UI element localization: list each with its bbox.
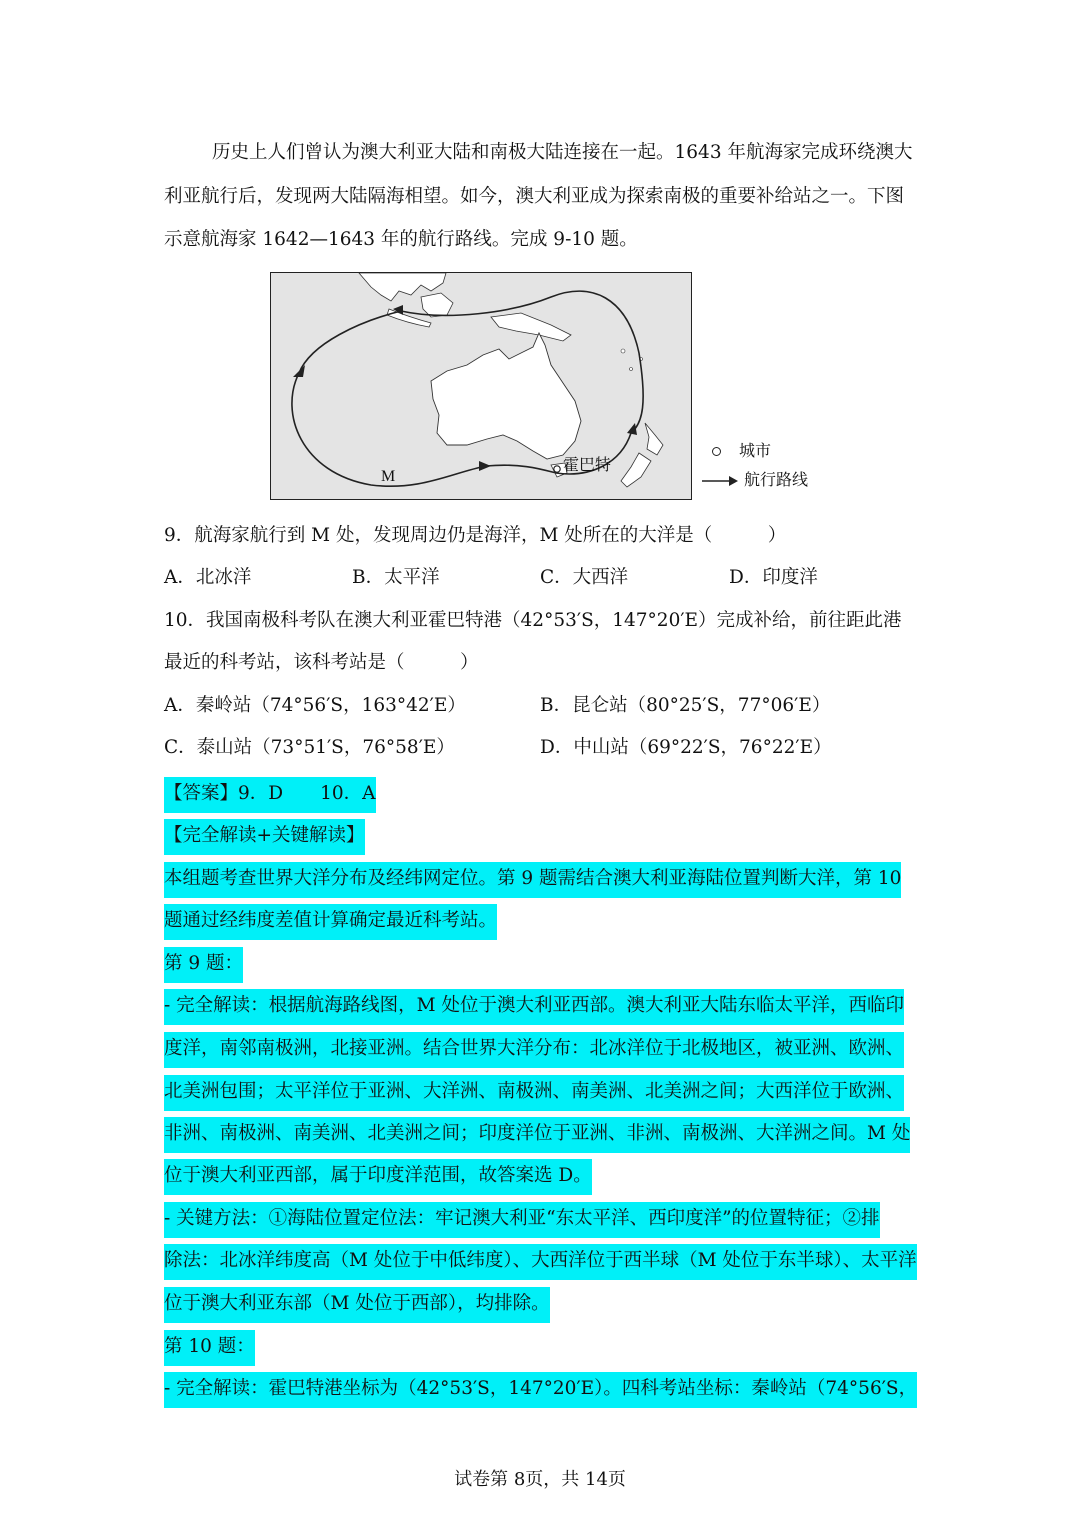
java-island <box>387 309 431 327</box>
q9-option-a: A．北冰洋 <box>164 567 252 588</box>
map-label-hobart: 霍巴特 <box>563 455 612 474</box>
voyage-route <box>299 311 401 373</box>
q10-option-a: A．秦岭站（74°56′S，163°42′E） <box>164 695 466 716</box>
q9-analysis-line: 非洲、南极洲、南美洲、北美洲之间；印度洋位于亚洲、非洲、南极洲、大洋洲之间。M 处 <box>164 1117 910 1153</box>
q9-analysis-line: 北美洲包围；太平洋位于亚洲、大洋洲、南极洲、南美洲、北美洲之间；大西洋位于欧洲、 <box>164 1075 904 1111</box>
new-zealand-south <box>621 453 651 487</box>
q10-option-c: C．泰山站（73°51′S，76°58′E） <box>164 737 455 758</box>
new-zealand-north <box>645 423 663 455</box>
q10-stem-1: 10．我国南极科考队在澳大利亚霍巴特港（42°53′S，147°20′E）完成补给，前往距此港 <box>164 610 902 631</box>
route-map <box>270 272 692 500</box>
q9-analysis-line: 位于澳大利亚东部（M 处位于西部），均排除。 <box>164 1287 550 1323</box>
map-label-m: M <box>381 468 396 485</box>
page-footer: 试卷第 8页，共 14页 <box>454 1469 626 1490</box>
route-legend-arrow <box>702 475 738 487</box>
legend-city-label: 城市 <box>739 441 772 460</box>
q9-analysis-line: 除法：北冰洋纬度高（M 处位于中低纬度）、大西洋位于西半球（M 处位于东半球）、太平洋 <box>164 1244 917 1280</box>
q9-option-c: C．大西洋 <box>540 567 629 588</box>
q9-analysis-line: 度洋，南邻南极洲，北接亚洲。结合世界大洋分布：北冰洋位于北极地区，被亚洲、欧洲、 <box>164 1032 904 1068</box>
australia-land <box>431 333 581 459</box>
q10-stem-2: 最近的科考站，该科考站是（ ） <box>164 652 479 673</box>
q10-analysis-line: - 完全解读：霍巴特港坐标为（42°53′S，147°20′E）。四科考站坐标：秦岭站（74°56′S， <box>164 1372 917 1408</box>
intro-line-2: 利亚航行后，发现两大陆隔海相望。如今，澳大利亚成为探索南极的重要补给站之一。下图 <box>164 186 905 207</box>
q10-option-b: B．昆仑站（80°25′S，77°06′E） <box>540 695 831 716</box>
q9-analysis-line: - 关键方法：①海陆位置定位法：牢记澳大利亚“东太平洋、西印度洋”的位置特征；②排 <box>164 1202 880 1238</box>
intro-line-1: 历史上人们曾认为澳大利亚大陆和南极大陆连接在一起。1643 年航海家完成环绕澳大 <box>212 142 913 163</box>
analysis-summary-1: 本组题考查世界大洋分布及经纬网定位。第 9 题需结合澳大利亚海陆位置判断大洋，第 10 <box>164 862 901 898</box>
answer-line: 【答案】9．D 10．A <box>164 777 376 813</box>
route-arrowhead <box>479 461 491 471</box>
analysis-heading: 【完全解读+关键解读】 <box>164 819 365 855</box>
pacific-island <box>621 349 625 353</box>
q9-option-b: B．太平洋 <box>352 567 440 588</box>
q9-analysis-heading: 第 9 题： <box>164 947 243 983</box>
q9-stem: 9．航海家航行到 M 处，发现周边仍是海洋，M 处所在的大洋是（ ） <box>164 525 787 546</box>
legend-city <box>712 438 771 461</box>
city-symbol <box>712 447 721 456</box>
route-arrowhead <box>627 423 637 435</box>
analysis-summary-2: 题通过经纬度差值计算确定最近科考站。 <box>164 904 497 940</box>
q9-analysis-line: 位于澳大利亚西部，属于印度洋范围，故答案选 D。 <box>164 1159 592 1195</box>
route-arrowhead <box>293 365 305 377</box>
borneo-island <box>421 293 453 317</box>
intro-line-3: 示意航海家 1642—1643 年的航行路线。完成 9-10 题。 <box>164 229 638 250</box>
q9-analysis-line: - 完全解读：根据航海路线图，M 处位于澳大利亚西部。澳大利亚大陆东临太平洋，西临印 <box>164 989 904 1025</box>
pacific-island <box>630 368 633 371</box>
new-guinea-island <box>491 313 571 341</box>
legend-route <box>702 467 808 490</box>
hobart-city-marker <box>554 466 560 472</box>
q9-option-d: D．印度洋 <box>729 567 818 588</box>
legend-route-label: 航行路线 <box>744 470 809 489</box>
q10-analysis-heading: 第 10 题： <box>164 1330 255 1366</box>
q10-option-d: D．中山站（69°22′S，76°22′E） <box>540 737 832 758</box>
